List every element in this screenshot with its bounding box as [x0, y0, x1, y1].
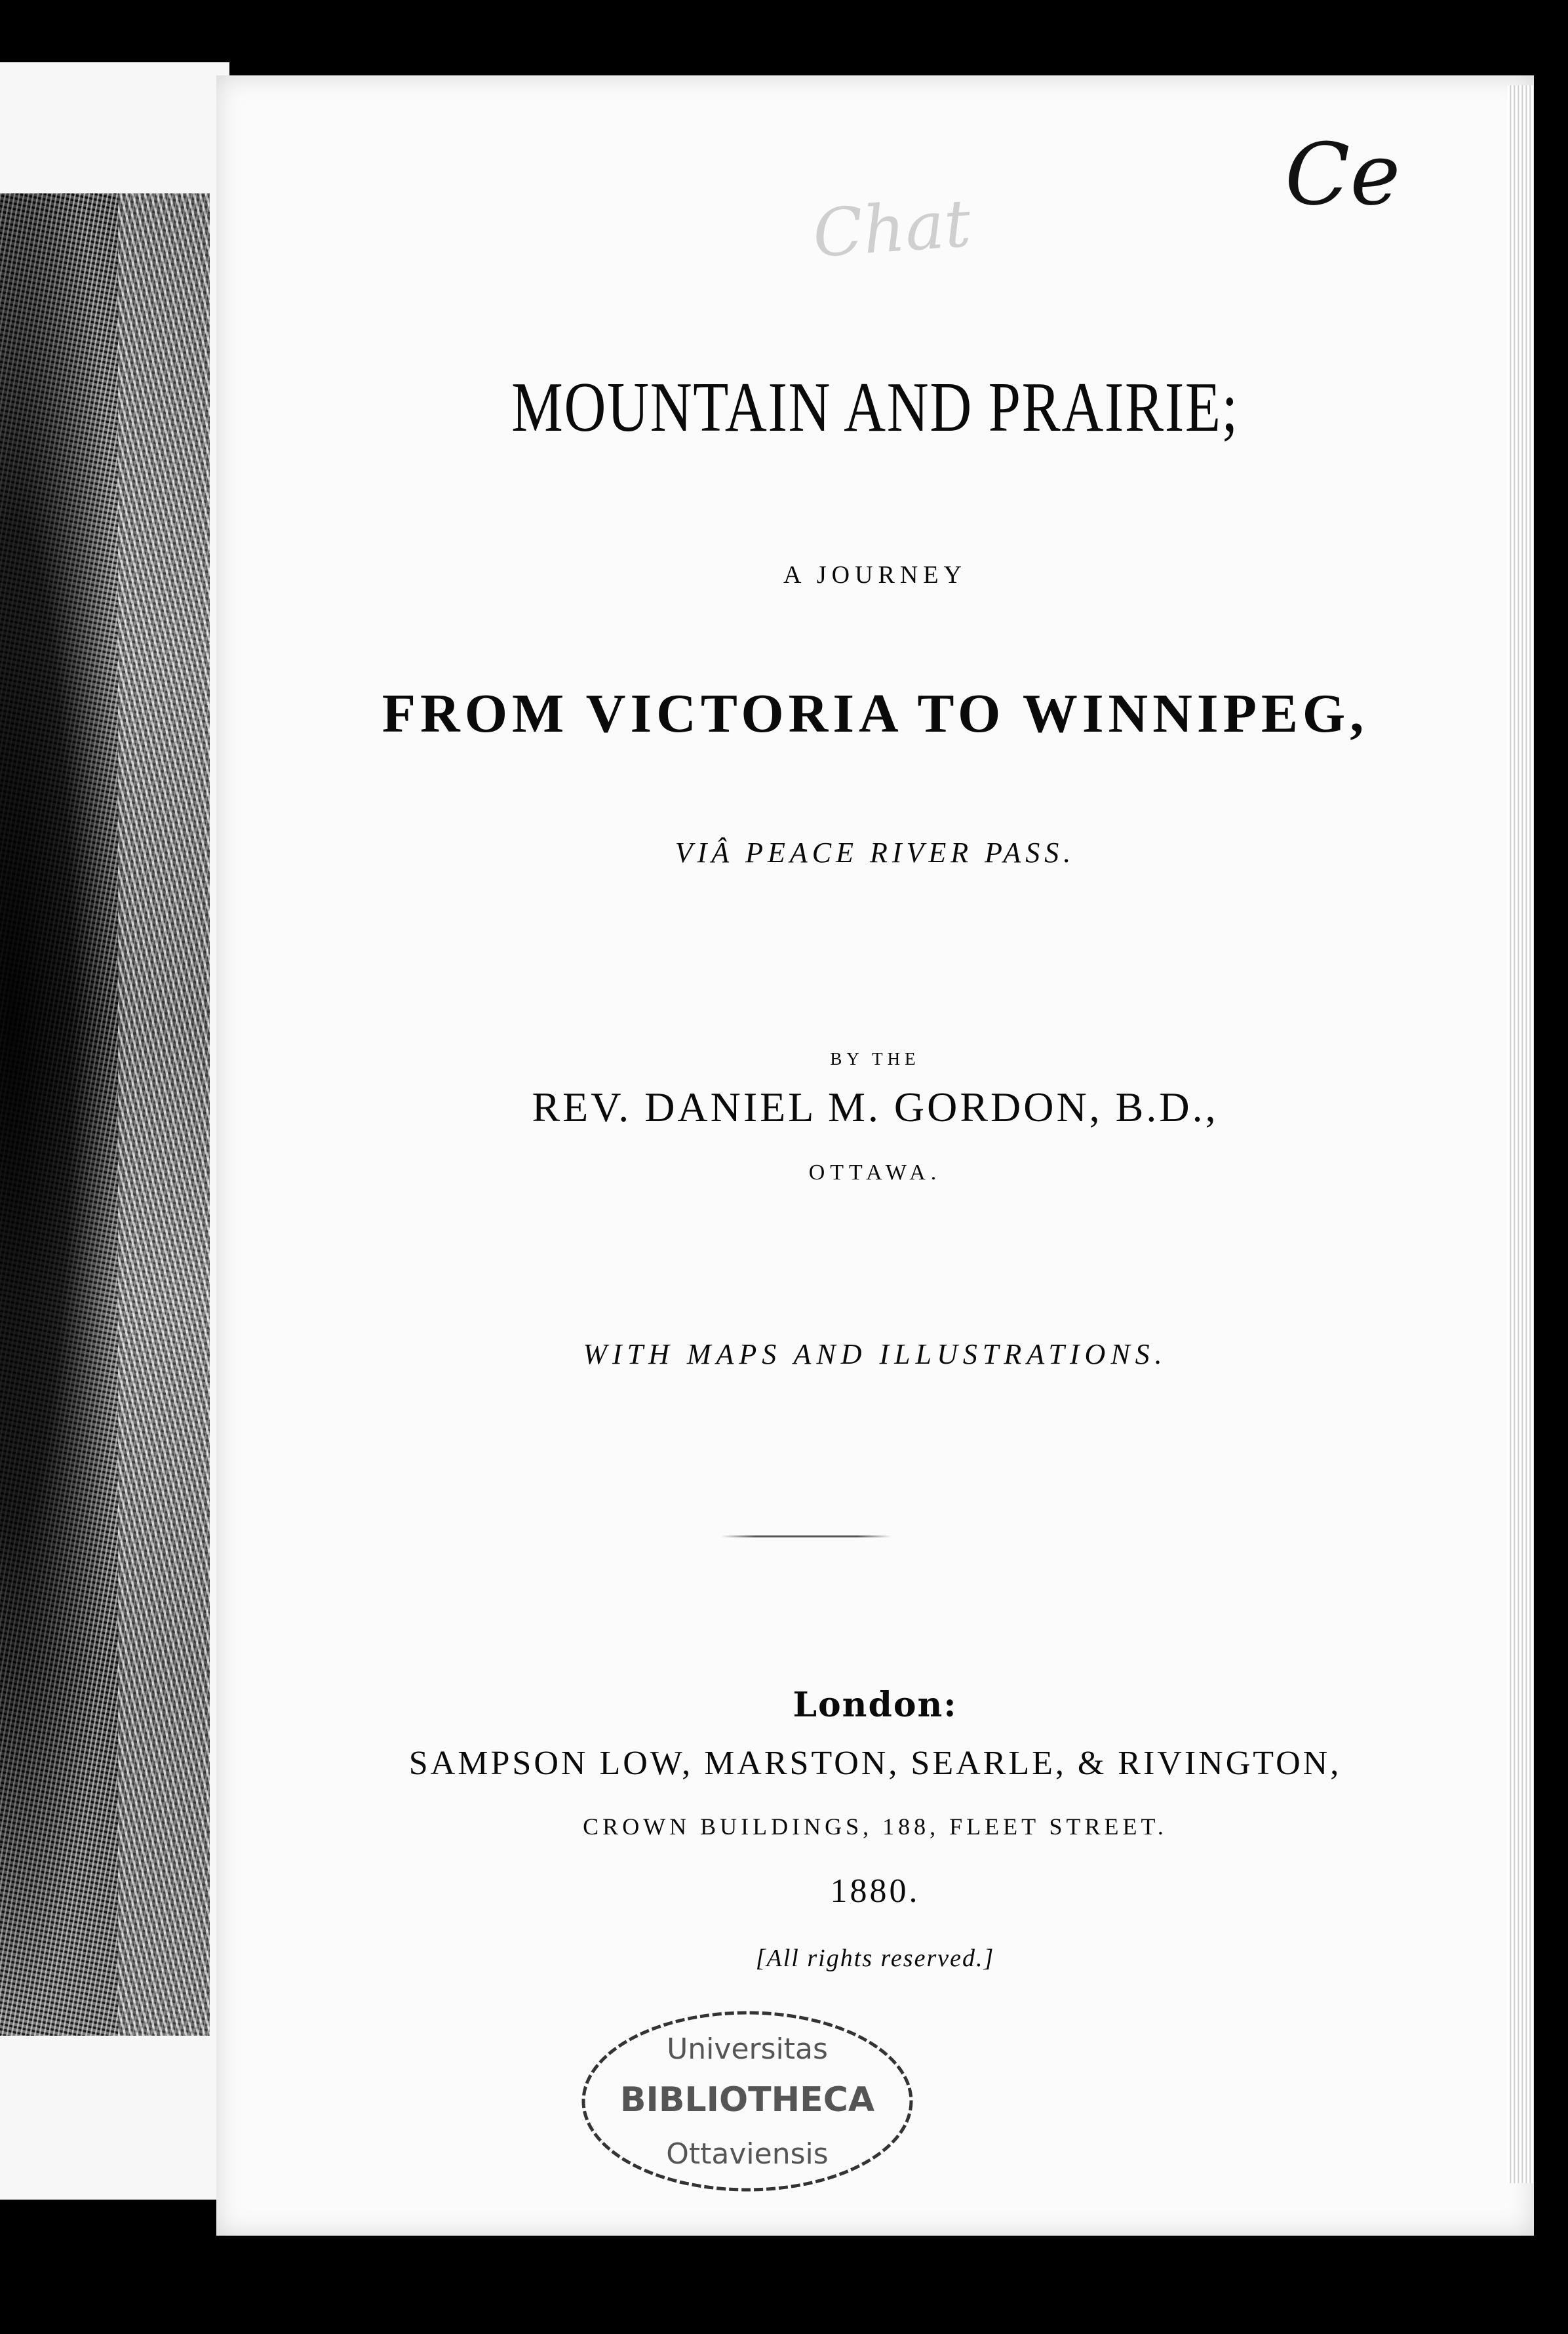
by-line: BY THE: [830, 1049, 920, 1069]
publication-year: 1880.: [830, 1872, 920, 1910]
publisher-name: SAMPSON LOW, MARSTON, SEARLE, & RIVINGTON,: [408, 1745, 1342, 1782]
book-route: FROM VICTORIA TO WINNIPEG,: [382, 683, 1369, 744]
frontispiece-page: [0, 62, 229, 2200]
author-place: OTTAWA.: [808, 1160, 942, 1185]
stamp-line-1: Universitas: [667, 2032, 828, 2066]
library-stamp: [577, 2006, 918, 2196]
imprint-city: London:: [793, 1685, 958, 1725]
library-stamp-graphic: [577, 2006, 918, 2196]
faint-signature: Chat: [810, 184, 973, 273]
divider-rule: [721, 1535, 892, 1537]
author-name: REV. DANIEL M. GORDON, B.D.,: [532, 1084, 1219, 1130]
frontispiece-engraving: [0, 193, 210, 2036]
book-via: VIÂ PEACE RIVER PASS.: [675, 837, 1076, 869]
illustrations-note: WITH MAPS AND ILLUSTRATIONS.: [583, 1338, 1167, 1370]
handwritten-mark: Ce: [1285, 125, 1401, 224]
page-edges: [1508, 85, 1534, 2183]
rights-notice: [All rights reserved.]: [755, 1945, 995, 1972]
stamp-line-2: BIBLIOTHECA: [619, 2080, 875, 2120]
book-title: MOUNTAIN AND PRAIRIE;: [511, 368, 1239, 446]
publisher-address: CROWN BUILDINGS, 188, FLEET STREET.: [583, 1813, 1167, 1840]
stamp-line-3: Ottaviensis: [666, 2137, 829, 2171]
book-subtitle: A JOURNEY: [783, 561, 967, 589]
